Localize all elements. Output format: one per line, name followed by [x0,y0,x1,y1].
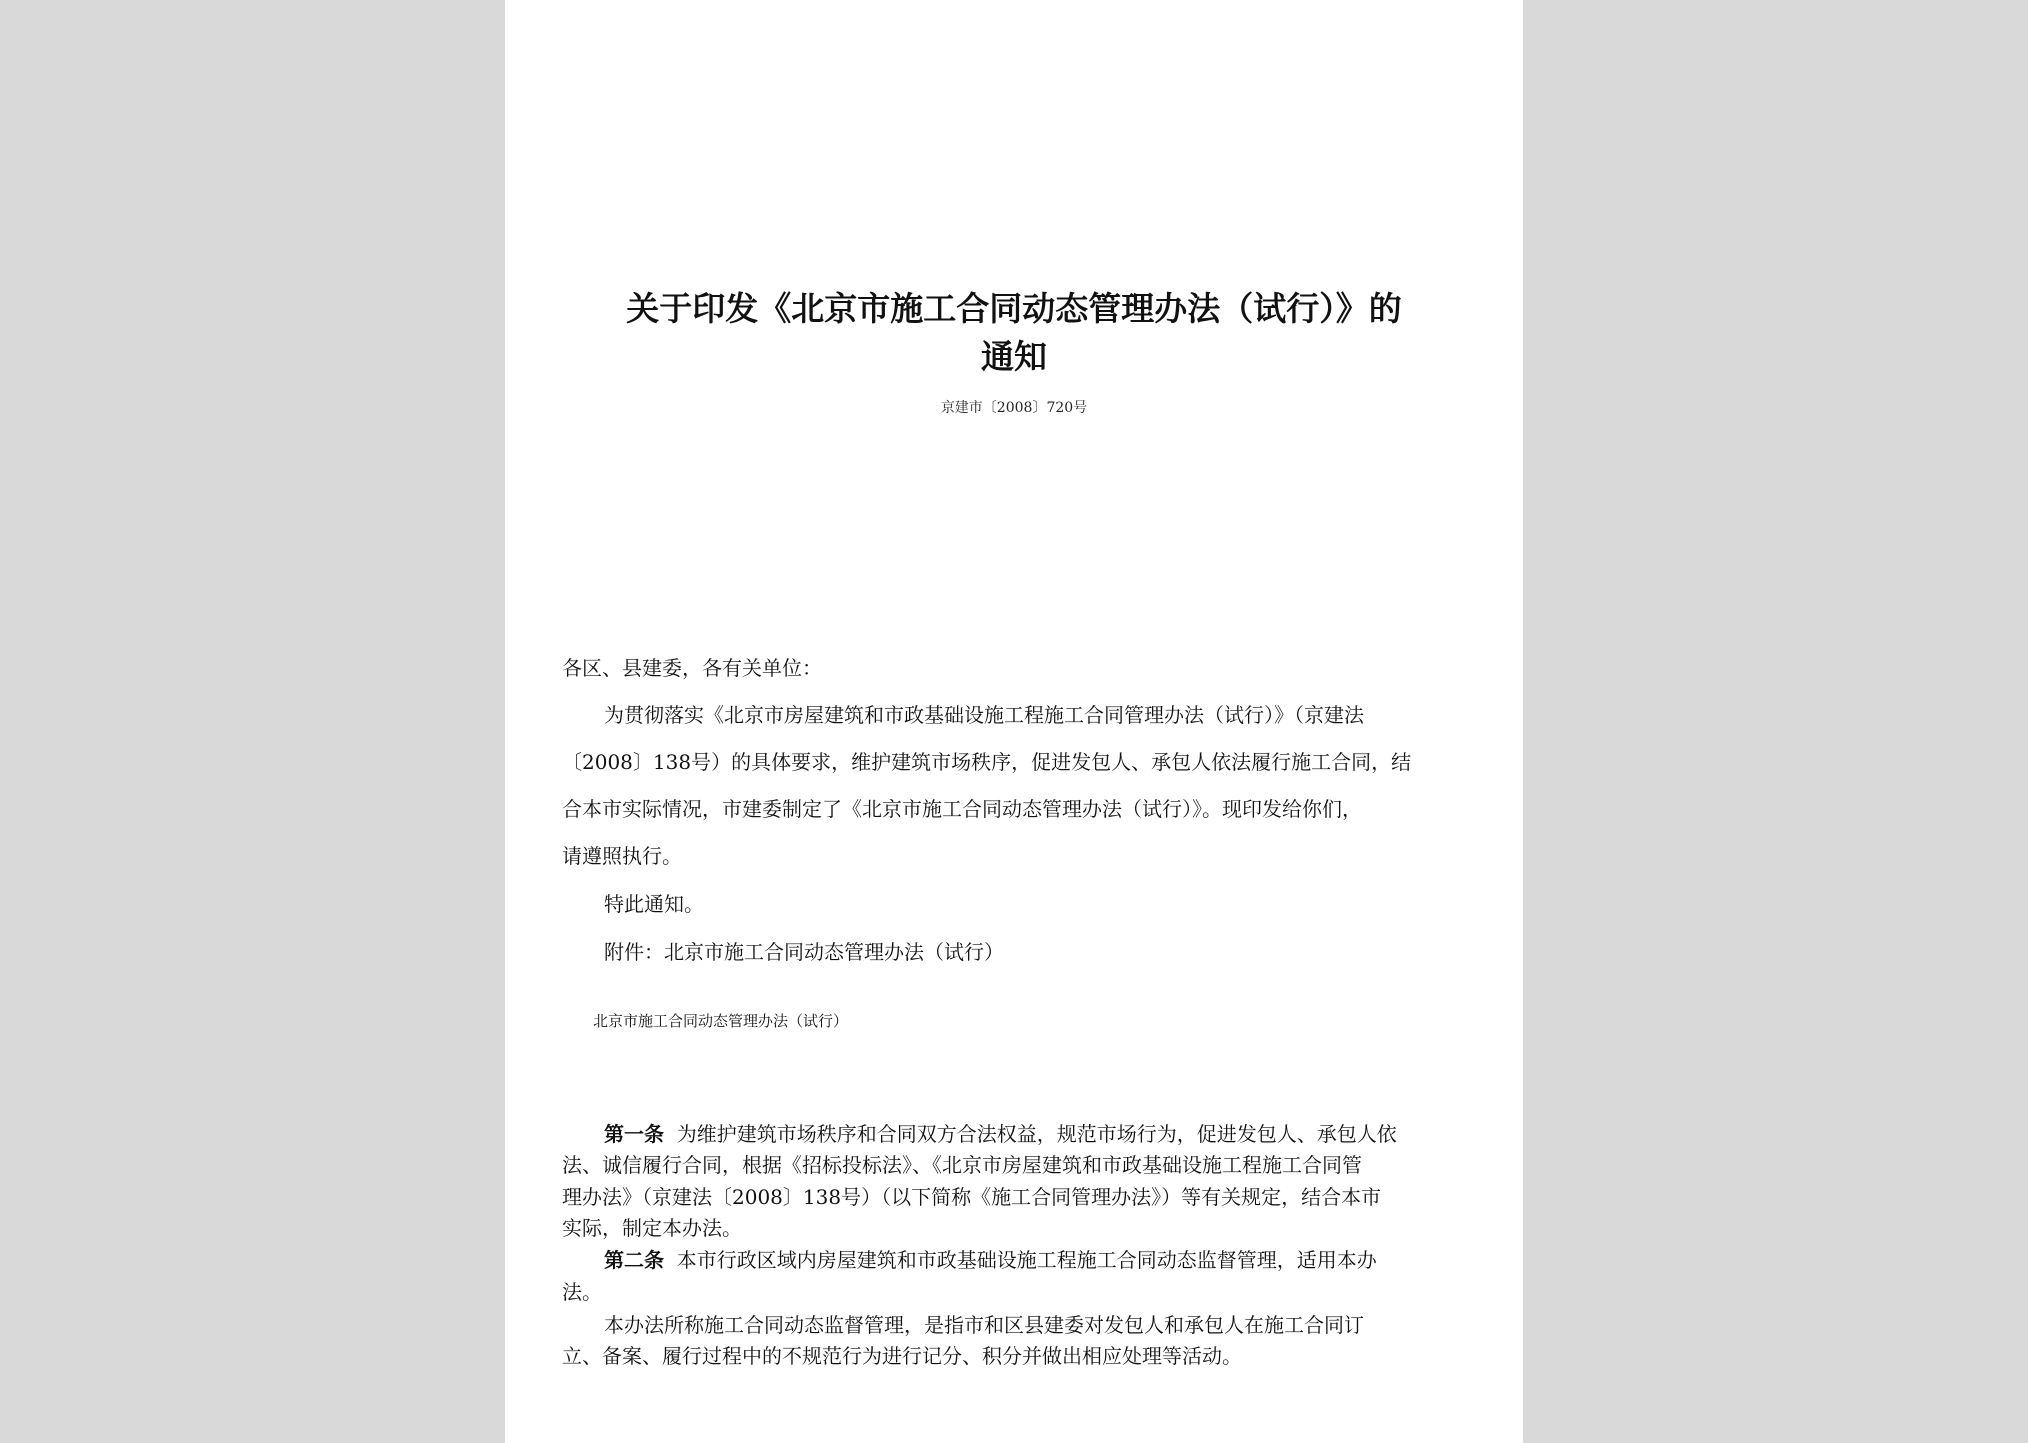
section-heading: 北京市施工合同动态管理办法（试行） [593,1012,849,1030]
notice-line-1: 为贯彻落实《北京市房屋建筑和市政基础设施工程施工合同管理办法（试行）》（京建法 [604,703,1364,727]
article-1-line-1 [604,1119,1397,1149]
article-2-para-line-2: 立、备案、履行过程中的不规范行为进行记分、积分并做出相应处理等活动。 [562,1344,1242,1368]
document-title [545,285,1483,381]
document-number: 京建市〔2008〕720号 [940,400,1088,416]
notice-line-2: 〔2008〕138号）的具体要求，维护建筑市场秩序，促进发包人、承包人依法履行施工合同，结 [562,750,1412,774]
title-line-1: 关于印发《北京市施工合同动态管理办法（试行）》的 [626,289,1402,328]
closing-line: 特此通知。 [604,892,704,916]
article-1-line-3: 理办法》（京建法〔2008〕138号）（以下简称《施工合同管理办法》）等有关规定，结合本市 [562,1185,1382,1209]
article-1-line-4: 实际，制定本办法。 [562,1216,742,1240]
article-1-text-1: 为维护建筑市场秩序和合同双方合法权益，规范市场行为，促进发包人、承包人依 [676,1122,1397,1146]
article-2-line-1 [604,1245,1377,1275]
article-1-label: 第一条 [604,1122,664,1146]
notice-line-3: 合本市实际情况，市建委制定了《北京市施工合同动态管理办法（试行）》。现印发给你们， [562,797,1362,821]
salutation: 各区、县建委，各有关单位： [562,656,822,680]
notice-line-4: 请遵照执行。 [562,844,682,868]
attachment-line: 附件：北京市施工合同动态管理办法（试行） [604,940,1004,964]
article-2-line-2: 法。 [562,1280,602,1304]
article-2-text-1: 本市行政区域内房屋建筑和市政基础设施工程施工合同动态监督管理，适用本办 [676,1248,1377,1272]
article-2-label: 第二条 [604,1248,664,1272]
article-1-line-2: 法、诚信履行合同，根据《招标投标法》、《北京市房屋建筑和市政基础设施工程施工合同管 [562,1153,1362,1177]
document-page [505,0,1523,1443]
article-2-para-line-1: 本办法所称施工合同动态监督管理，是指市和区县建委对发包人和承包人在施工合同订 [604,1313,1364,1337]
title-line-2: 通知 [981,337,1047,376]
